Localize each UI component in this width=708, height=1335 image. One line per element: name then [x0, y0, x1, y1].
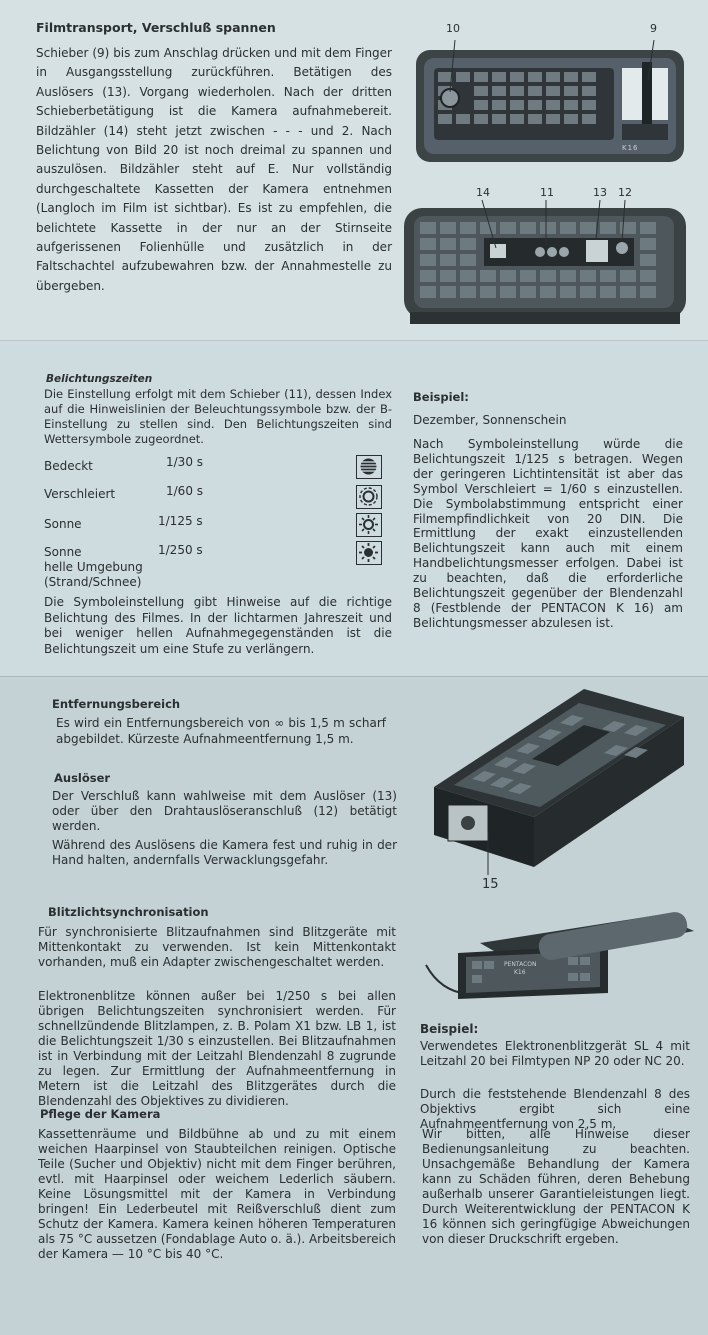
exposure-row-time: 1/250 s	[158, 543, 203, 557]
release-text-2: Während des Auslösens die Kamera fest und ruhig in der Hand halten, andernfalls Verwacklungsgefahr.	[52, 838, 397, 867]
section-film-transport	[0, 0, 708, 340]
release-text-1: Der Verschluß kann wahlweise mit dem Auslöser (13) oder über den Drahtauslöseranschluß (12) betätigt werden.	[52, 789, 397, 833]
notice-text: Wir bitten, alle Hinweise dieser Bedienungsanleitung zu beachten. Unsachgemäße Behandlung der Kamera kann zu Schäden führen, deren Behebung außerhalb unserer Garantieleistungen liegt. Durch Weiterentwicklung der PENTACON K 16 können sich geringfügige Abweichungen von dieser Druckschrift ergeben.	[422, 1127, 690, 1246]
exposure-row-time: 1/125 s	[158, 514, 203, 528]
flash-example-heading: Beispiel:	[420, 1022, 479, 1036]
flash-example-text-2: Durch die feststehende Blendenzahl 8 des Objektivs ergibt sich eine Aufnahmeentfernung von 2,5 m.	[420, 1087, 690, 1131]
exposure-outro-text: Die Symboleinstellung gibt Hinweise auf die richtige Belichtung des Filmes. In der lichtarmen Jahreszeit und bei weniger hellen Aufnahmegegenständen ist die Belichtungszeit um eine Stufe zu verlängern.	[44, 595, 392, 656]
overcast-icon	[356, 455, 382, 479]
flash-text-1: Für synchronisierte Blitzaufnahmen sind Blitzgeräte mit Mittenkontakt zu verwenden. Ist kein Mittenkontakt vorhanden, muß ein Adapter zwischengeschaltet werden.	[38, 925, 396, 969]
figure-label-13: 13	[593, 186, 607, 199]
camera-perspective-illustration	[414, 677, 694, 897]
exposure-intro-text: Die Einstellung erfolgt mit dem Schieber (11), dessen Index auf die Hinweislinien der Beleuchtungssymbole bzw. der B-Einstellung zu stellen sind. Den Belichtungszeiten sind Wettersymbole zugeordnet.	[44, 387, 392, 446]
heading-camera-care: Pflege der Kamera	[40, 1107, 161, 1121]
exposure-row-label: Sonne	[44, 517, 82, 531]
heading-shutter-release: Auslöser	[54, 771, 111, 785]
exposure-row-time: 1/30 s	[166, 455, 204, 469]
flash-text-2: Elektronenblitze können außer bei 1/250 s bei allen übrigen Belichtungszeiten synchronisiert werden. Für schnellzündende Blitzlampen, z. B. Polam X1 bzw. LB 1, ist die Belichtungszeit 1/30 s einzustellen. Bei Blitzaufnahmen ist in Verbindung mit der Leitzahl Blendenzahl 8 zugrunde zu legen. Zur Ermittlung der Aufnahmeentfernung in Metern ist die Leitzahl des Blitzgerätes durch die Blendenzahl des Objektives zu dividieren.	[38, 989, 396, 1108]
figure-label-12: 12	[618, 186, 632, 199]
exposure-row-label: Bedeckt	[44, 459, 93, 473]
camera-bottom-illustration	[400, 186, 690, 332]
section-exposure-times	[0, 340, 708, 676]
heading-exposure-times: Belichtungszeiten	[46, 373, 153, 385]
example-heading: Beispiel:	[413, 390, 469, 404]
camera-top-brand: K16	[622, 144, 639, 152]
figure-label-9: 9	[650, 22, 657, 35]
flash-example-text-1: Verwendetes Elektronenblitzgerät SL 4 mit Leitzahl 20 bei Filmtypen NP 20 oder NC 20.	[420, 1039, 690, 1068]
hazy-sun-icon	[356, 485, 382, 509]
exposure-row-label: Sonne helle Umgebung (Strand/Schnee)	[44, 545, 143, 589]
case-model-label: K16	[514, 969, 526, 976]
camera-with-case-illustration	[418, 895, 700, 1013]
sun-icon	[356, 513, 382, 537]
heading-flash-sync: Blitzlichtsynchronisation	[48, 905, 209, 919]
exposure-row-label: Verschleiert	[44, 487, 116, 501]
section-range-release-flash	[0, 676, 708, 1335]
heading-distance-range: Entfernungsbereich	[52, 697, 181, 711]
bright-sun-icon	[356, 541, 382, 565]
camera-care-text: Kassettenräume und Bildbühne ab und zu mit einem weichen Haarpinsel von Staubteilchen reinigen. Optische Teile (Sucher und Objektiv) nicht mit dem Finger berühren, evtl. mit Haarpinsel oder weichem Lederlich säubern. Keine Lösungsmittel mit der Kamera in Verbindung bringen! Ein Lederbeutel mit Reißverschluß dient zum Schutz der Kamera. Kamera keinen höheren Temperaturen als 75 °C aussetzen (Fondablage Auto o. ä.). Arbeitsbereich der Kamera — 10 °C bis 40 °C.	[38, 1127, 396, 1261]
example-line: Dezember, Sonnenschein	[413, 413, 567, 427]
case-brand-label: PENTACON	[504, 961, 537, 968]
figure-label-15: 15	[482, 877, 499, 892]
example-body-text: Nach Symboleinstellung würde die Belichtungszeit 1/125 s betragen. Wegen der geringeren Lichtintensität ist aber das Symbol Verschleiert = 1/60 s einzustellen. Die Symbolabstimmung entspricht einer Filmempfindlichkeit von 20 DIN. Die Ermittlung der exakt einzustellenden Belichtungszeit kann auch mit einem Handbelichtungsmesser erfolgen. Dabei ist zu beachten, daß die erforderliche Belichtungszeit gegenüber der Blendenzahl 8 (Festblende der PENTACON K 16) am Belichtungsmesser abzulesen ist.	[413, 437, 683, 630]
camera-top-illustration	[410, 20, 690, 170]
film-transport-text: Schieber (9) bis zum Anschlag drücken und mit dem Finger in Ausgangsstellung zurückführen. Betätigen des Auslösers (13). Vorgang wiederholen. Nach der dritten Schieberbetätigung ist die Kamera aufnahmebereit. Bildzähler (14) steht jetzt zwischen - - - und 2. Nach Belichtung von Bild 20 ist noch dreimal zu spannen und auszulösen. Bildzähler steht auf E. Nur vollständig durchgeschaltete Kassetten der Kamera entnehmen (Langloch im Film ist sichtbar). Es ist zu empfehlen, die belichtete Kassette in der nur an der Stirnseite aufgerissenen Folienhülle und zusätzlich in der Faltschachtel aufzubewahren bzw. der Annahmestelle zu übergeben.	[36, 46, 392, 293]
exposure-row-time: 1/60 s	[166, 484, 204, 498]
figure-label-14: 14	[476, 186, 490, 199]
heading-film-transport: Filmtransport, Verschluß spannen	[36, 20, 276, 35]
figure-label-11: 11	[540, 186, 554, 199]
distance-range-text: Es wird ein Entfernungsbereich von ∞ bis 1,5 m scharf abgebildet. Kürzeste Aufnahmeentfernung 1,5 m.	[56, 716, 386, 746]
figure-label-10: 10	[446, 22, 460, 35]
